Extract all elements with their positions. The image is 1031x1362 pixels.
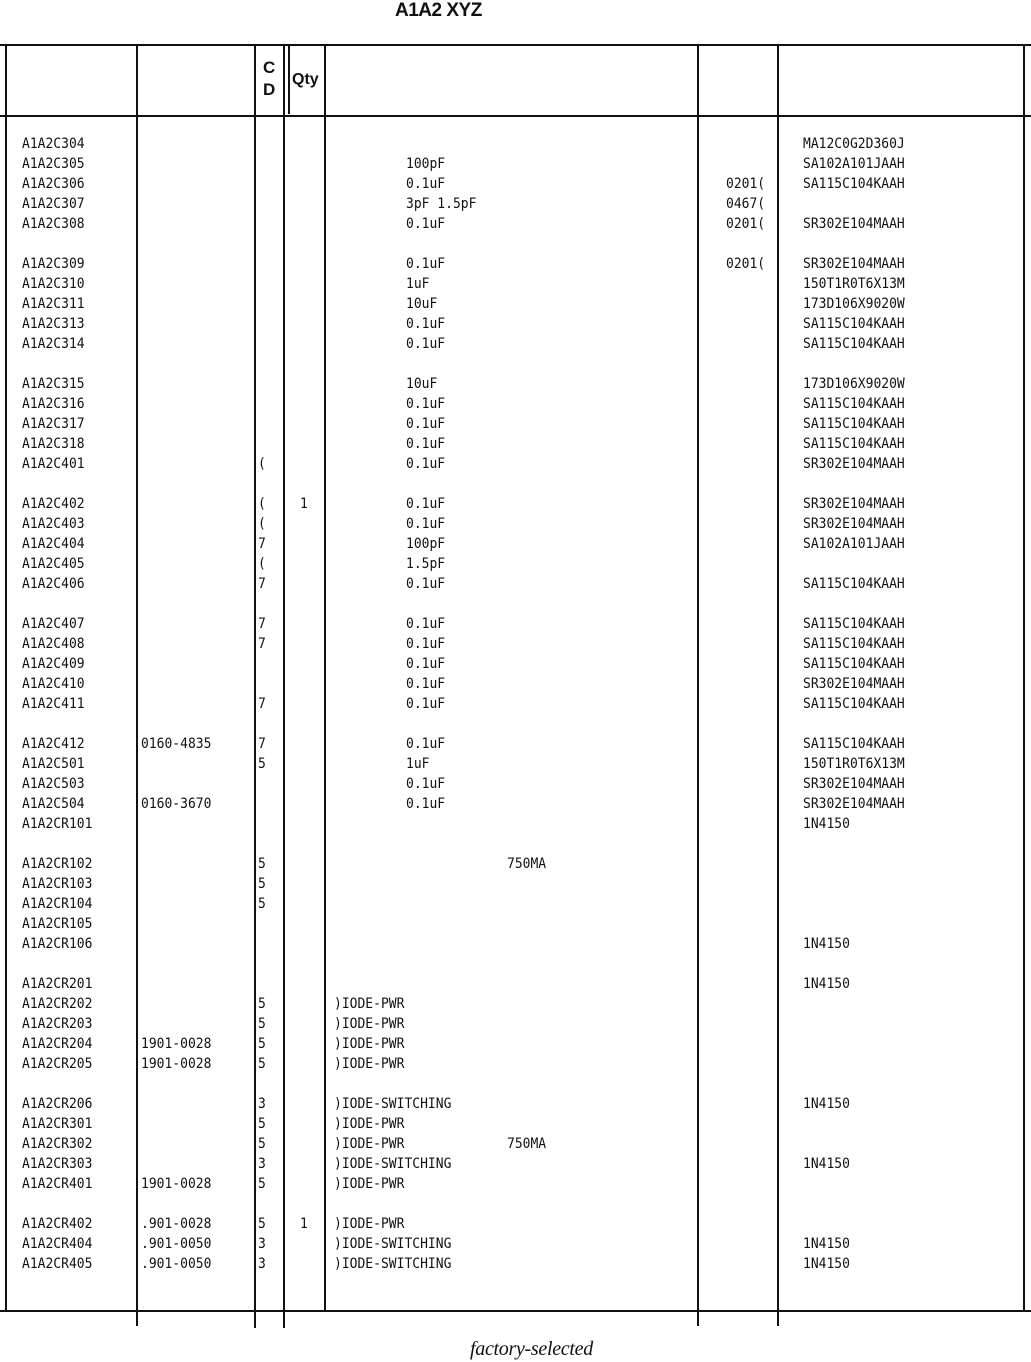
mfr-code: 0467( <box>726 195 766 213</box>
check-digit: 7 <box>258 535 266 553</box>
mfr-part-number: 173D106X9020W <box>803 295 905 313</box>
check-digit: ( <box>258 455 266 473</box>
description: 0.1uF <box>406 695 446 713</box>
mfr-part-number: 1N4150 <box>803 815 850 833</box>
check-digit: 5 <box>258 1175 266 1193</box>
column-divider <box>254 44 256 1328</box>
mfr-part-number: SR302E104MAAH <box>803 215 905 233</box>
description: 0.1uF <box>406 795 446 813</box>
reference-designator: A1A2C310 <box>22 275 85 293</box>
description: )IODE-PWR <box>334 995 405 1013</box>
mfr-part-number: SA115C104KAAH <box>803 335 905 353</box>
description: 10uF <box>406 375 438 393</box>
part-number: 1901-0028 <box>141 1175 212 1193</box>
reference-designator: A1A2C412 <box>22 735 85 753</box>
check-digit: 7 <box>258 615 266 633</box>
reference-designator: A1A2C408 <box>22 635 85 653</box>
description: )IODE-PWR <box>334 1215 405 1233</box>
mfr-part-number: 1N4150 <box>803 975 850 993</box>
description: )IODE-PWR <box>334 1115 405 1133</box>
mfr-part-number: SA115C104KAAH <box>803 695 905 713</box>
mfr-part-number: SR302E104MAAH <box>803 455 905 473</box>
check-digit: 3 <box>258 1155 266 1173</box>
check-digit: 5 <box>258 995 266 1013</box>
header-bottom-border <box>0 115 1031 117</box>
reference-designator: A1A2CR405 <box>22 1255 93 1273</box>
reference-designator: A1A2C317 <box>22 415 85 433</box>
check-digit: 7 <box>258 735 266 753</box>
description: )IODE-PWR <box>334 1035 405 1053</box>
reference-designator: A1A2CR201 <box>22 975 93 993</box>
reference-designator: A1A2C409 <box>22 655 85 673</box>
description: )IODE-SWITCHING <box>334 1255 452 1273</box>
description: 0.1uF <box>406 675 446 693</box>
check-digit: ( <box>258 515 266 533</box>
description: 1uF <box>406 275 430 293</box>
reference-designator: A1A2C304 <box>22 135 85 153</box>
part-number: 1901-0028 <box>141 1055 212 1073</box>
description: 0.1uF <box>406 775 446 793</box>
description: 0.1uF <box>406 735 446 753</box>
mfr-part-number: SA115C104KAAH <box>803 415 905 433</box>
mfr-part-number: 150T1R0T6X13M <box>803 275 905 293</box>
reference-designator: A1A2C504 <box>22 795 85 813</box>
description: 1.5pF <box>406 555 446 573</box>
mfr-part-number: SA102A101JAAH <box>803 535 905 553</box>
description: )IODE-PWR <box>334 1015 405 1033</box>
reference-designator: A1A2C314 <box>22 335 85 353</box>
part-number: 1901-0028 <box>141 1035 212 1053</box>
check-digit: 5 <box>258 1215 266 1233</box>
description: 0.1uF <box>406 435 446 453</box>
check-digit: 5 <box>258 1035 266 1053</box>
description: )IODE-SWITCHING <box>334 1095 452 1113</box>
mfr-part-number: 1N4150 <box>803 1095 850 1113</box>
reference-designator: A1A2CR206 <box>22 1095 93 1113</box>
reference-designator: A1A2C305 <box>22 155 85 173</box>
reference-designator: A1A2C401 <box>22 455 85 473</box>
mfr-part-number: 1N4150 <box>803 935 850 953</box>
mfr-part-number: SA115C104KAAH <box>803 395 905 413</box>
column-divider <box>324 44 326 1312</box>
check-digit: ( <box>258 555 266 573</box>
mfr-part-number: SA115C104KAAH <box>803 575 905 593</box>
part-number: 0160-4835 <box>141 735 212 753</box>
header-qty: Qty <box>292 71 319 88</box>
reference-designator: A1A2CR401 <box>22 1175 93 1193</box>
description: 0.1uF <box>406 215 446 233</box>
check-digit: 3 <box>258 1255 266 1273</box>
mfr-part-number: SA115C104KAAH <box>803 175 905 193</box>
mfr-part-number: SR302E104MAAH <box>803 795 905 813</box>
column-divider <box>136 44 138 1326</box>
mfr-part-number: SA115C104KAAH <box>803 655 905 673</box>
description: 0.1uF <box>406 575 446 593</box>
reference-designator: A1A2C407 <box>22 615 85 633</box>
reference-designator: A1A2C309 <box>22 255 85 273</box>
description: 0.1uF <box>406 655 446 673</box>
check-digit: 3 <box>258 1235 266 1253</box>
reference-designator: A1A2C503 <box>22 775 85 793</box>
rating: 750MA <box>507 1135 547 1153</box>
mfr-part-number: SR302E104MAAH <box>803 495 905 513</box>
check-digit: 5 <box>258 875 266 893</box>
description: 0.1uF <box>406 635 446 653</box>
description: 0.1uF <box>406 175 446 193</box>
reference-designator: A1A2C403 <box>22 515 85 533</box>
description: 0.1uF <box>406 255 446 273</box>
check-digit: 5 <box>258 755 266 773</box>
page-title: A1A2 XYZ <box>395 0 482 21</box>
reference-designator: A1A2CR105 <box>22 915 93 933</box>
reference-designator: A1A2CR106 <box>22 935 93 953</box>
reference-designator: A1A2CR302 <box>22 1135 93 1153</box>
reference-designator: A1A2C318 <box>22 435 85 453</box>
reference-designator: A1A2C306 <box>22 175 85 193</box>
part-number: .901-0050 <box>141 1255 212 1273</box>
mfr-part-number: 1N4150 <box>803 1255 850 1273</box>
check-digit: 5 <box>258 855 266 873</box>
check-digit: 3 <box>258 1095 266 1113</box>
description: 0.1uF <box>406 315 446 333</box>
reference-designator: A1A2C411 <box>22 695 85 713</box>
reference-designator: A1A2C313 <box>22 315 85 333</box>
mfr-part-number: SA115C104KAAH <box>803 615 905 633</box>
reference-designator: A1A2C410 <box>22 675 85 693</box>
description: 0.1uF <box>406 455 446 473</box>
header-cd-bottom: D <box>263 80 276 99</box>
description: 10uF <box>406 295 438 313</box>
description: )IODE-PWR <box>334 1175 405 1193</box>
reference-designator: A1A2CR104 <box>22 895 93 913</box>
reference-designator: A1A2CR202 <box>22 995 93 1013</box>
mfr-part-number: SA115C104KAAH <box>803 735 905 753</box>
reference-designator: A1A2C404 <box>22 535 85 553</box>
description: 0.1uF <box>406 495 446 513</box>
check-digit: 5 <box>258 1115 266 1133</box>
description: )IODE-PWR <box>334 1135 405 1153</box>
description: 100pF <box>406 155 446 173</box>
reference-designator: A1A2C316 <box>22 395 85 413</box>
description: )IODE-PWR <box>334 1055 405 1073</box>
reference-designator: A1A2CR301 <box>22 1115 93 1133</box>
column-divider <box>5 44 7 1312</box>
rating: 750MA <box>507 855 547 873</box>
reference-designator: A1A2CR205 <box>22 1055 93 1073</box>
mfr-part-number: 173D106X9020W <box>803 375 905 393</box>
footer-note: factory-selected <box>470 1338 593 1360</box>
reference-designator: A1A2C308 <box>22 215 85 233</box>
reference-designator: A1A2CR402 <box>22 1215 93 1233</box>
mfr-part-number: SA115C104KAAH <box>803 315 905 333</box>
description: 3pF 1.5pF <box>406 195 477 213</box>
reference-designator: A1A2C402 <box>22 495 85 513</box>
mfr-code: 0201( <box>726 175 766 193</box>
mfr-part-number: SA115C104KAAH <box>803 635 905 653</box>
description: 0.1uF <box>406 615 446 633</box>
description: 0.1uF <box>406 395 446 413</box>
check-digit: 5 <box>258 895 266 913</box>
quantity: 1 <box>300 1215 308 1233</box>
check-digit: 7 <box>258 575 266 593</box>
check-digit: ( <box>258 495 266 513</box>
table-top-border <box>0 44 1031 46</box>
mfr-part-number: MA12C0G2D360J <box>803 135 905 153</box>
column-divider <box>283 44 285 1328</box>
check-digit: 5 <box>258 1135 266 1153</box>
mfr-part-number: SR302E104MAAH <box>803 775 905 793</box>
reference-designator: A1A2CR404 <box>22 1235 93 1253</box>
mfr-code: 0201( <box>726 255 766 273</box>
mfr-part-number: 1N4150 <box>803 1235 850 1253</box>
column-divider <box>288 44 290 114</box>
column-divider <box>777 44 779 1326</box>
mfr-part-number: SR302E104MAAH <box>803 255 905 273</box>
description: )IODE-SWITCHING <box>334 1235 452 1253</box>
check-digit: 7 <box>258 695 266 713</box>
reference-designator: A1A2CR203 <box>22 1015 93 1033</box>
part-number: .901-0028 <box>141 1215 212 1233</box>
quantity: 1 <box>300 495 308 513</box>
reference-designator: A1A2CR204 <box>22 1035 93 1053</box>
reference-designator: A1A2C405 <box>22 555 85 573</box>
header-cd-top: C <box>263 58 276 77</box>
reference-designator: A1A2C311 <box>22 295 85 313</box>
part-number: .901-0050 <box>141 1235 212 1253</box>
reference-designator: A1A2C501 <box>22 755 85 773</box>
column-divider <box>697 44 699 1326</box>
description: 0.1uF <box>406 335 446 353</box>
description: 0.1uF <box>406 515 446 533</box>
mfr-part-number: SA115C104KAAH <box>803 435 905 453</box>
table-bottom-border <box>0 1310 1031 1312</box>
reference-designator: A1A2CR303 <box>22 1155 93 1173</box>
reference-designator: A1A2C315 <box>22 375 85 393</box>
description: )IODE-SWITCHING <box>334 1155 452 1173</box>
reference-designator: A1A2CR101 <box>22 815 93 833</box>
mfr-part-number: 1N4150 <box>803 1155 850 1173</box>
mfr-part-number: SA102A101JAAH <box>803 155 905 173</box>
check-digit: 7 <box>258 635 266 653</box>
description: 0.1uF <box>406 415 446 433</box>
reference-designator: A1A2C406 <box>22 575 85 593</box>
part-number: 0160-3670 <box>141 795 212 813</box>
mfr-part-number: 150T1R0T6X13M <box>803 755 905 773</box>
mfr-code: 0201( <box>726 215 766 233</box>
check-digit: 5 <box>258 1015 266 1033</box>
reference-designator: A1A2CR103 <box>22 875 93 893</box>
check-digit: 5 <box>258 1055 266 1073</box>
reference-designator: A1A2C307 <box>22 195 85 213</box>
description: 100pF <box>406 535 446 553</box>
description: 1uF <box>406 755 430 773</box>
mfr-part-number: SR302E104MAAH <box>803 515 905 533</box>
reference-designator: A1A2CR102 <box>22 855 93 873</box>
mfr-part-number: SR302E104MAAH <box>803 675 905 693</box>
column-divider <box>1023 44 1025 1312</box>
